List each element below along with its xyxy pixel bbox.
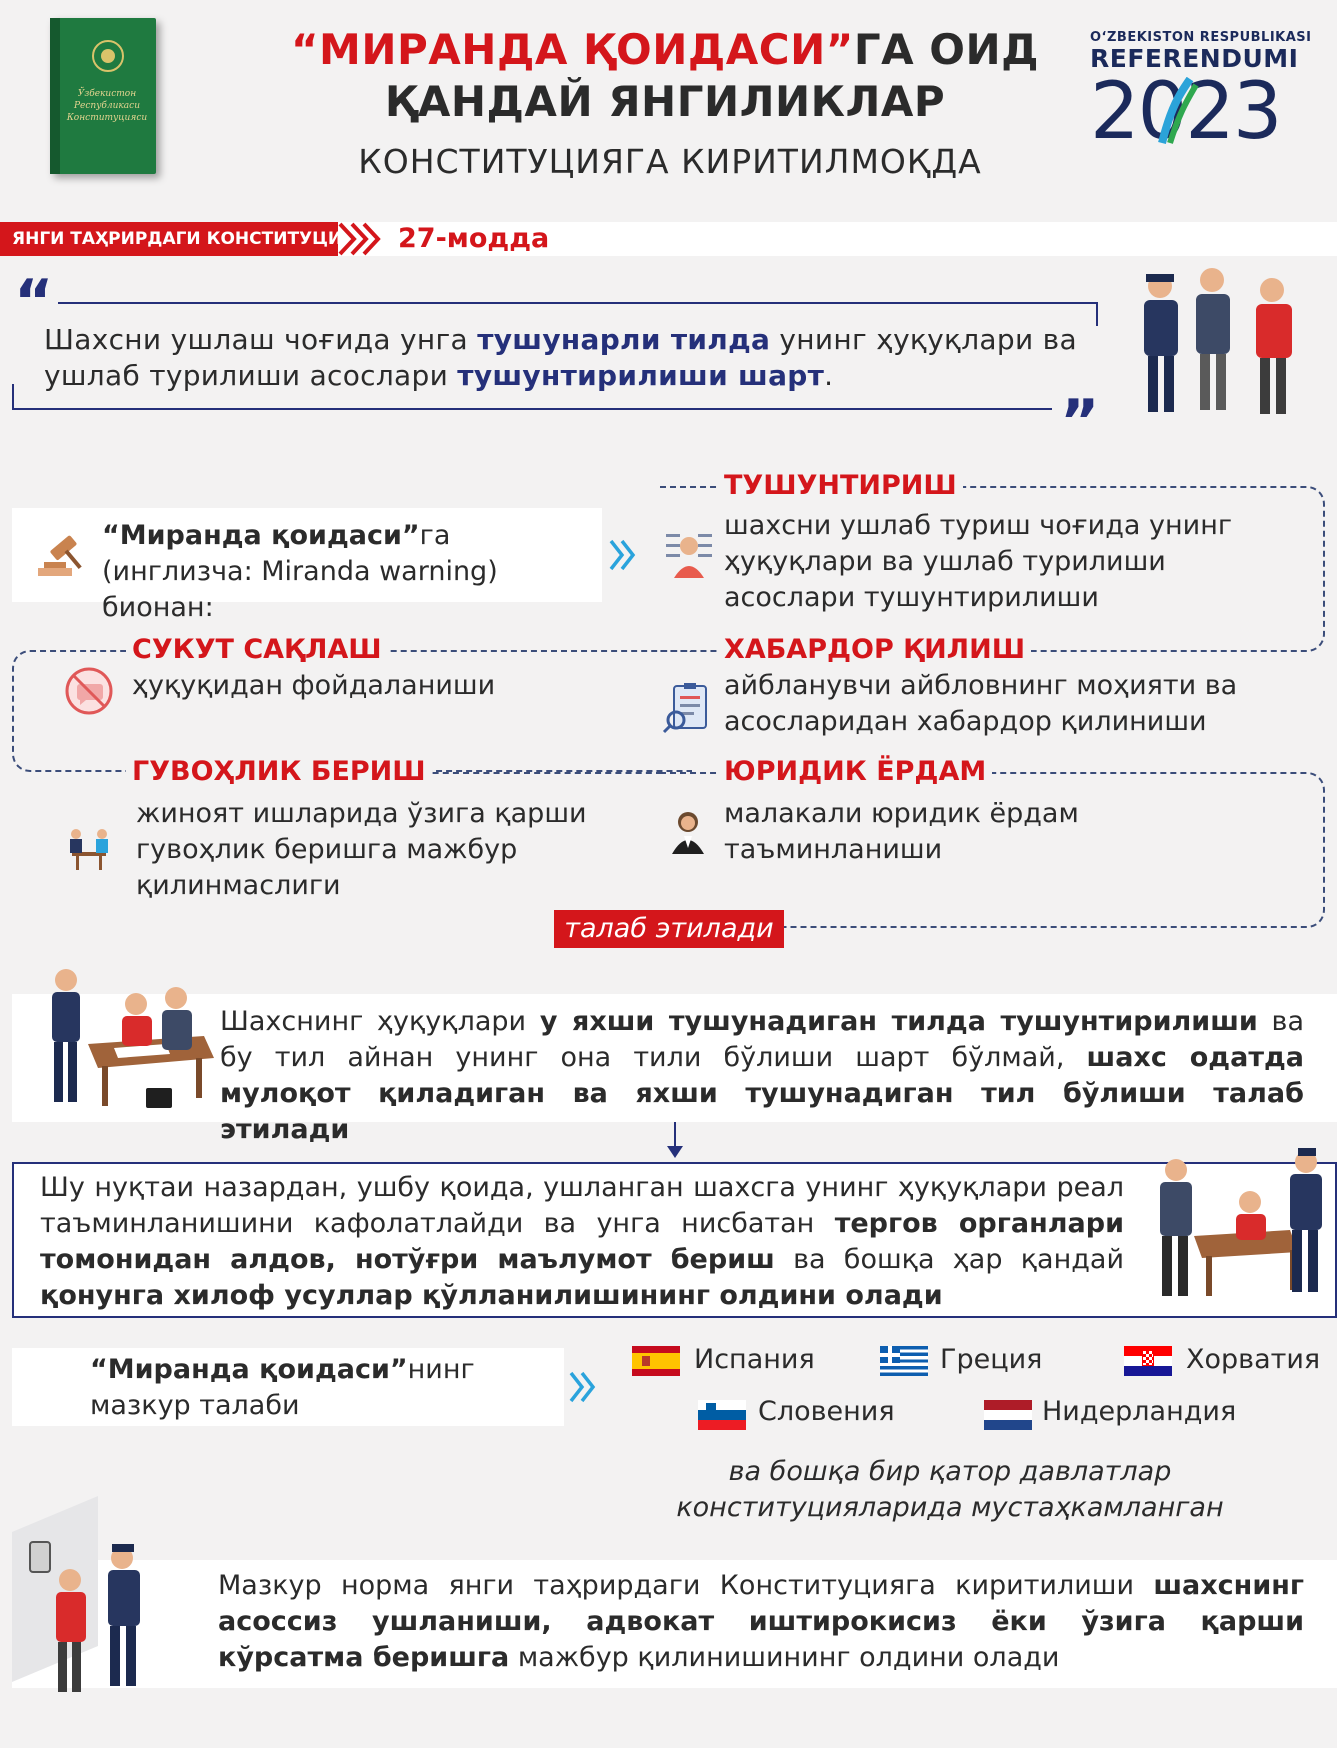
logo-line1: O‘ZBEKISTON RESPUBLIKASI	[1090, 30, 1312, 45]
country-netherlands: Нидерландия	[1042, 1396, 1237, 1427]
countries-intro-text: “Миранда қоидаси”нинг мазкур талаби	[90, 1354, 475, 1421]
right-text-explain: шахсни ушлаб туриш чоғида унинг ҳуқуқлари ва ушлаб турилиши асослари тушунтирилиши	[724, 510, 1233, 613]
right-text-testimony: жиноят ишларида ўзига қарши гувоҳлик беришга мажбур қилинмаслиги	[136, 798, 587, 901]
required-label: талаб этилади	[564, 913, 774, 944]
police-arrest-illustration	[1130, 264, 1330, 424]
gavel-icon	[34, 532, 88, 578]
quote-close-mark: ”	[1060, 387, 1100, 457]
netherlands-flag-icon	[984, 1400, 1032, 1430]
page-title	[240, 24, 1090, 128]
emblem-icon	[88, 36, 128, 76]
book-title: Ўзбекистон Республикаси Конституцияси	[66, 89, 148, 123]
country-greece: Греция	[940, 1344, 1043, 1375]
required-badge	[554, 910, 784, 948]
right-text-legal-aid: малакали юридик ёрдам таъминланиши	[724, 798, 1079, 865]
article-number: 27-модда	[398, 223, 550, 254]
miranda-intro-text: “Миранда қоидаси”га (инглизча: Miranda warning) бионан:	[102, 520, 498, 623]
referendum-logo	[1090, 30, 1320, 160]
constitution-book-image	[44, 14, 160, 176]
country-croatia: Хорватия	[1186, 1344, 1321, 1375]
down-arrow-icon	[667, 1146, 683, 1158]
interrogation-icon	[64, 826, 114, 872]
title-line2: ҚАНДАЙ ЯНГИЛИКЛАР	[384, 77, 946, 126]
logo-line2: REFERENDUMI	[1090, 44, 1299, 73]
countries-note: ва бошқа бир қатор давлатлар конституцияларида мустаҳкамланган	[676, 1456, 1224, 1523]
right-heading-legal-aid: ЮРИДИК ЁРДАМ	[718, 756, 992, 787]
title-quote: “МИРАНДА ҚОИДАСИ”	[290, 25, 854, 74]
page-subtitle: КОНСТИТУЦИЯГА КИРИТИЛМОҚДА	[358, 142, 982, 181]
badge-label: ЯНГИ ТАҲРИРДАГИ КОНСТИТУЦИЯ	[12, 229, 356, 249]
clipboard-search-icon	[662, 682, 712, 734]
logo-year: 2023	[1090, 67, 1281, 157]
right-heading-explain: ТУШУНТИРИШ	[718, 470, 963, 501]
quote-open-mark: “	[14, 267, 54, 337]
spain-flag-icon	[632, 1346, 680, 1376]
no-speaking-icon	[64, 666, 114, 716]
country-slovenia: Словения	[758, 1396, 895, 1427]
new-constitution-badge	[0, 222, 356, 256]
lawyer-icon	[666, 808, 710, 856]
right-heading-silence: СУКУТ САҚЛАШ	[126, 634, 388, 665]
interrogation-illustration	[1140, 1140, 1330, 1310]
chevrons-icon	[336, 222, 386, 256]
flag-ribbon-icon	[1152, 77, 1202, 147]
final-block-text: Мазкур норма янги таҳрирдаги Конституцияга киритилиши шахснинг асоссиз ушланиши, адвокат иштирокисиз ёки ўзига қарши кўрсатма беришга мажбур қилинишининг олдини олади	[218, 1570, 1304, 1673]
croatia-flag-icon	[1124, 1346, 1172, 1376]
miranda-intro-box	[12, 508, 602, 623]
police-detention-illustration	[12, 1496, 212, 1696]
country-spain: Испания	[694, 1344, 815, 1375]
right-text-silence: ҳуқуқидан фойдаланиши	[132, 670, 496, 701]
double-chevron-icon	[568, 1370, 598, 1404]
right-heading-inform: ХАБАРДОР ҚИЛИШ	[718, 634, 1031, 665]
guarantee-block-text: Шу нуқтаи назардан, ушбу қоида, ушланган шахсга унинг ҳуқуқлари реал таъминланишини кафолатлайди ва унга нисбатан тергов органлари томонидан алдов, нотўғри маълумот бериш ва бошқа ҳар қандай қонунга хилоф усуллар қўлланилишининг олдини олади	[40, 1172, 1125, 1311]
right-text-inform: айбланувчи айбловнинг моҳияти ва асосларидан хабардор қилиниши	[724, 670, 1238, 737]
countries-intro-box	[12, 1348, 564, 1426]
desk-interview-illustration	[36, 964, 216, 1116]
language-block-text: Шахснинг ҳуқуқлари у яхши тушунадиган тилда тушунтирилиши ва бу тил айнан унинг она тили бўлиши шарт бўлмай, шахс одатда мулоқот қиладиган ва яхши тушунадиган тил бўлиши талаб этилади	[220, 1006, 1305, 1145]
document-person-icon	[664, 530, 714, 580]
quote-text: Шахсни ушлаш чоғида унга тушунарли тилда унинг ҳуқуқлари ва ушлаб турилиши асослари тушунтирилиши шарт.	[44, 323, 1077, 392]
slovenia-flag-icon	[698, 1400, 746, 1430]
double-chevron-icon	[608, 538, 638, 572]
greece-flag-icon	[880, 1346, 928, 1376]
right-heading-testimony: ГУВОҲЛИК БЕРИШ	[126, 756, 432, 787]
title-suffix: ГА ОИД	[853, 25, 1040, 74]
